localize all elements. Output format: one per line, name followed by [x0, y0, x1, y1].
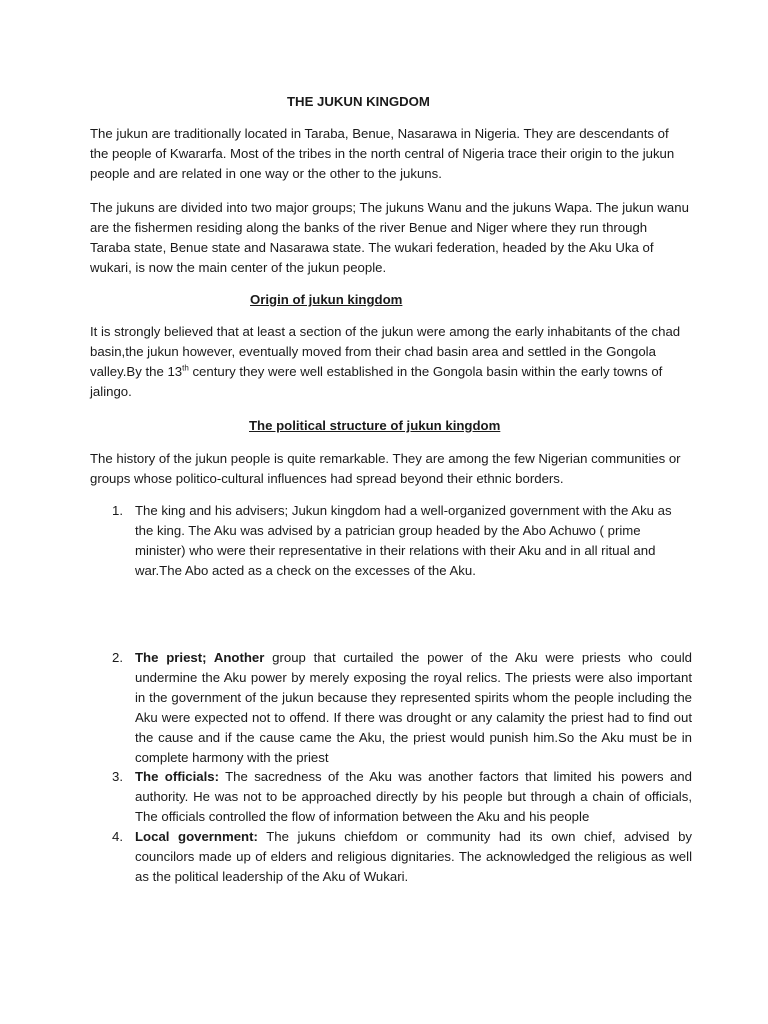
list-item-text: The priest; Another group that curtailed the power of the Aku were priests who could undermine the Aku power by merely exposing the royal relics. The priests were also important in the government of the jukun because they represented spirits whom the people including the Aku were expected not to offend. If there was drought or any calamity the priest had to find out the cause and if the cause came the Aku, the priest would punish him.So the Aku must be in complete harmony with the priest: [135, 650, 692, 765]
origin-heading: Origin of jukun kingdom: [250, 292, 403, 307]
list-item-text: The officials: The sacredness of the Aku was another factors that limited his powers and authority. He was not to be approached directly by his people but through a chain of officials, The officials controlled the flow of information between the Aku and his people: [135, 769, 692, 824]
list-item: [112, 648, 692, 768]
list-item: [112, 827, 692, 887]
document-title: THE JUKUN KINGDOM: [287, 94, 430, 109]
list-item: [112, 501, 692, 581]
intro-paragraph-1: The jukun are traditionally located in Taraba, Benue, Nasarawa in Nigeria. They are descendants of the people of Kwararfa. Most of the tribes in the north central of Nigeria trace their origin to the jukun people and are related in one way or the other to the jukuns.: [90, 126, 675, 181]
political-heading: The political structure of jukun kingdom: [249, 418, 501, 433]
list-item-text: The king and his advisers; Jukun kingdom had a well-organized government with the Aku as the king. The Aku was advised by a patrician group headed by the Abo Achuwo ( prime minister) who were their representative in their relations with their Aku and in all ritual and war.The Abo acted as a check on the excesses of the Aku.: [135, 503, 672, 578]
list-item-number: 3.: [112, 769, 123, 784]
political-intro-paragraph: The history of the jukun people is quite remarkable. They are among the few Nigerian communities or groups whose politico-cultural influences had spread beyond their ethnic borders.: [90, 451, 681, 486]
list-item-number: 2.: [112, 650, 123, 665]
intro-paragraph-2: The jukuns are divided into two major groups; The jukuns Wanu and the jukuns Wapa. The jukun wanu are the fishermen residing along the banks of the river Benue and Niger where they run through Taraba state, Benue state and Nasarawa state. The wukari federation, headed by the Aku Uka of wukari, is now the main center of the jukun people.: [90, 200, 689, 275]
list-item-number: 1.: [112, 503, 123, 518]
list-item: [112, 767, 692, 827]
list-item-number: 4.: [112, 829, 123, 844]
list-item-text: Local government: The jukuns chiefdom or community had its own chief, advised by councilors made up of elders and religious dignitaries. The acknowledged the religious as well as the political leadership of the Aku of Wukari.: [135, 829, 692, 884]
origin-paragraph: It is strongly believed that at least a section of the jukun were among the early inhabitants of the chad basin,the jukun however, eventually moved from their chad basin area and settled in the Gongola valley.By the 13th century they were well established in the Gongola basin within the early towns of jalingo.: [90, 324, 681, 399]
